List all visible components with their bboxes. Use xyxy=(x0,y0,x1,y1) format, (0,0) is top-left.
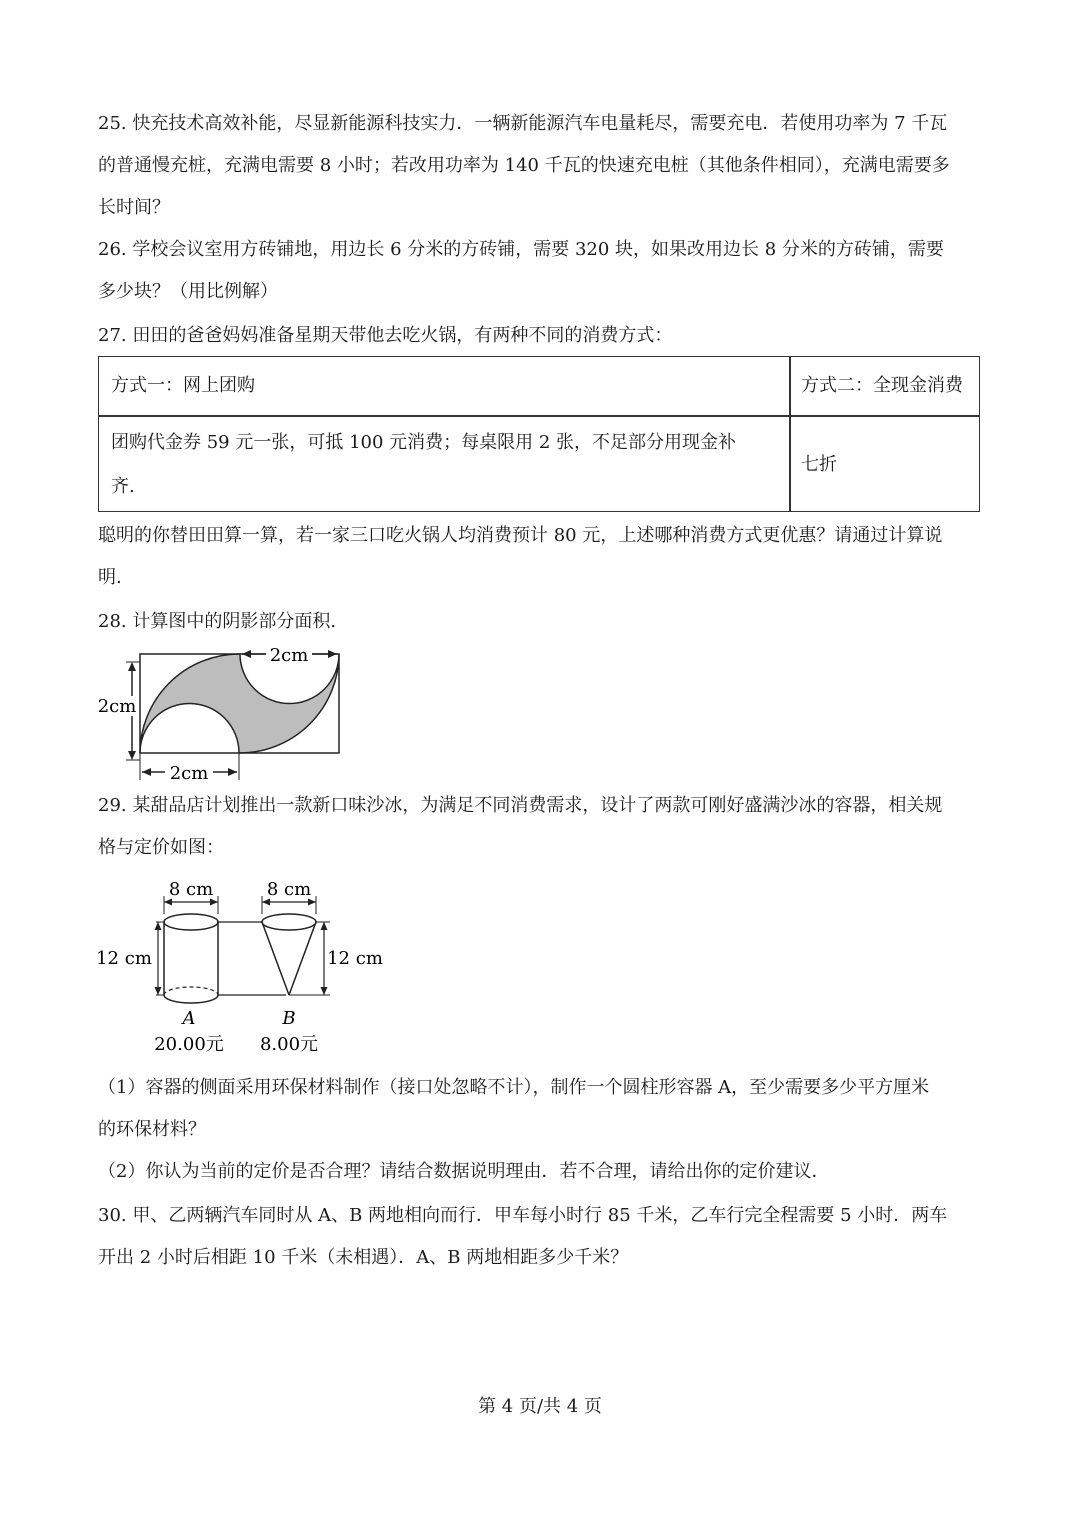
q25-line-2: 的普通慢充桩，充满电需要 8 小时；若改用功率为 140 千瓦的快速充电桩（其他条件相同），充满电需要多 xyxy=(98,155,950,176)
container-b-name: B xyxy=(282,1008,296,1029)
cone-left-side xyxy=(262,922,289,995)
table-divider-horizontal xyxy=(99,415,979,417)
q29-sub1-line-2: 的环保材料？ xyxy=(98,1119,206,1140)
q27-table xyxy=(98,356,980,512)
q29-sub2-line-1: （2）你认为当前的定价是否合理？请结合数据说明理由．若不合理，请给出你的定价建议． xyxy=(98,1161,830,1182)
bottom-dimension-label: 2cm xyxy=(169,763,209,784)
q30-line-2: 开出 2 小时后相距 10 千米（未相遇）．A、B 两地相距多少千米？ xyxy=(98,1247,629,1268)
b-diameter-label: 8 cm xyxy=(266,879,312,900)
container-a-price: 20.00元 xyxy=(154,1034,224,1055)
table-cell-option-1-line-2: 齐. xyxy=(111,476,135,497)
left-dimension-label: 2cm xyxy=(97,696,137,717)
a-diameter-label: 8 cm xyxy=(168,879,214,900)
q26-line-1: 26. 学校会议室用方砖铺地，用边长 6 分米的方砖铺，需要 320 块，如果改用边长 8 分米的方砖铺，需要 xyxy=(98,239,944,260)
q28-shaded-area-figure xyxy=(90,640,360,785)
q30-line-1: 30. 甲、乙两辆汽车同时从 A、B 两地相向而行．甲车每小时行 85 千米，乙车行完全程需要 5 小时．两车 xyxy=(98,1205,948,1226)
top-dimension-label: 2cm xyxy=(269,645,309,666)
q27-after-line-2: 明. xyxy=(98,567,122,588)
cone-top-ellipse xyxy=(262,914,316,930)
table-header-option-1: 方式一：网上团购 xyxy=(111,375,255,396)
q25-line-3: 长时间？ xyxy=(98,197,170,218)
q29-line-1: 29. 某甜品店计划推出一款新口味沙冰，为满足不同消费需求，设计了两款可刚好盛满沙冰的容器，相关规 xyxy=(98,795,943,816)
a-height-label: 12 cm xyxy=(96,948,152,969)
q29-containers-figure xyxy=(90,870,390,1060)
b-height-label: 12 cm xyxy=(327,948,383,969)
q29-sub1-line-1: （1）容器的侧面采用环保材料制作（接口处忽略不计），制作一个圆柱形容器 A，至少需要多少平方厘米 xyxy=(98,1077,930,1098)
table-cell-option-1-line-1: 团购代金券 59 元一张，可抵 100 元消费；每桌限用 2 张，不足部分用现金补 xyxy=(111,432,737,453)
cylinder-bottom-back xyxy=(164,987,218,995)
q25-line-1: 25. 快充技术高效补能，尽显新能源科技实力．一辆新能源汽车电量耗尽，需要充电．若使用功率为 7 千瓦 xyxy=(98,113,948,134)
q26-line-2: 多少块？（用比例解） xyxy=(98,281,278,302)
q29-line-2: 格与定价如图： xyxy=(98,837,224,858)
container-b-price: 8.00元 xyxy=(259,1034,319,1055)
table-header-option-2: 方式二：全现金消费 xyxy=(801,375,963,396)
table-cell-option-2: 七折 xyxy=(801,454,837,475)
container-a-name: A xyxy=(182,1008,196,1029)
q28-line-1: 28. 计算图中的阴影部分面积. xyxy=(98,611,337,632)
cylinder-bottom-front xyxy=(164,995,218,1003)
cone-right-side xyxy=(289,922,316,995)
shaded-region xyxy=(140,654,339,753)
page-footer: 第 4 页/共 4 页 xyxy=(478,1396,602,1417)
cylinder-top-ellipse xyxy=(164,914,218,930)
q27-line-1: 27. 田田的爸爸妈妈准备星期天带他去吃火锅，有两种不同的消费方式： xyxy=(98,325,673,346)
table-divider-vertical xyxy=(789,357,791,511)
q27-after-line-1: 聪明的你替田田算一算，若一家三口吃火锅人均消费预计 80 元，上述哪种消费方式更优惠？请通过计算说 xyxy=(98,525,943,546)
